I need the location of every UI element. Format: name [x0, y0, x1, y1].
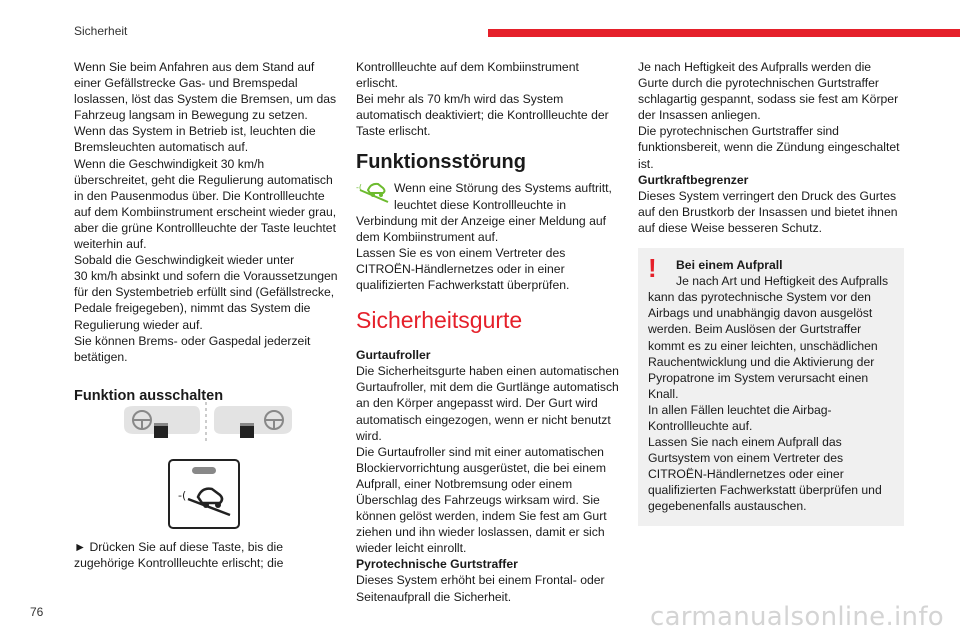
- text-line: Sobald die Geschwindigkeit wieder unter: [74, 253, 295, 268]
- text-line: qualifizierten Fachwerkstatt überprüfen.: [356, 278, 570, 293]
- text-line: Überschlag des Fahrzeugs wirksam wird. Sie: [356, 492, 600, 507]
- text-line: Je nach Heftigkeit des Aufpralls werden die: [638, 60, 872, 74]
- col3-paragraph-2: [638, 188, 904, 236]
- instruction-line: zugehörige Kontrollleuchte erlischt; die: [74, 556, 284, 571]
- instruction-line: ► Drücken Sie auf diese Taste, bis die: [74, 540, 283, 554]
- text-line: Regulierung wieder auf.: [74, 317, 203, 332]
- text-line: ziehen und ihn wieder loslassen, damit er sich: [356, 525, 605, 540]
- text-line: in den Pausenmodus über. Die Kontrollleuchte: [74, 188, 325, 203]
- text-line: Die Gurtaufroller sind mit einer automatischen: [356, 444, 604, 459]
- text-line: Pyropatrone im System verursacht einen: [648, 370, 869, 385]
- subheading-force-limiter: Gurtkraftbegrenzer: [638, 172, 749, 187]
- subheading-pretensioner: Pyrotechnische Gurtstraffer: [356, 557, 518, 572]
- header-accent-bar: [488, 29, 960, 37]
- text-line: Wenn das System in Betrieb ist, leuchten die: [74, 124, 316, 139]
- text-line: auf dem Kombiinstrument erscheint wieder grau,: [74, 204, 337, 219]
- text-line: Aufprall, einer Notbremsung oder einem: [356, 476, 573, 491]
- section-heading-fault: Funktionsstörung: [356, 151, 526, 174]
- hill-descent-warning-icon: [356, 180, 392, 206]
- text-line: der Insassen anliegen.: [638, 108, 761, 123]
- text-line: Die pyrotechnischen Gurtstraffer sind: [638, 124, 839, 139]
- col2-paragraph: [356, 59, 624, 139]
- column-2: [356, 59, 624, 605]
- text-line: Pedale freigegeben), nimmt das System die: [74, 301, 311, 316]
- text-line: Taste erlischt.: [356, 124, 431, 139]
- text-line: auf den Brustkorb der Insassen und bietet ihnen: [638, 204, 898, 219]
- page-number: 76: [30, 605, 44, 619]
- text-line: Seitenaufprall die Sicherheit.: [356, 589, 512, 604]
- text-line: Rauchentwicklung und die Aktivierung der: [648, 354, 875, 369]
- text-line: Knall.: [648, 386, 679, 401]
- section-heading-deactivate: Funktion ausschalten: [74, 387, 224, 404]
- text-line: Bremsleuchten automatisch auf.: [74, 140, 249, 155]
- text-line: Airbags und unabhängig davon ausgelöst: [648, 306, 873, 321]
- text-line: Lassen Sie nach einem Aufprall das: [648, 435, 842, 450]
- text-line: Dieses System verringert den Druck des Gurtes: [638, 188, 897, 203]
- text-line: schlagartig gespannt, sodass sie fest am Körper: [638, 92, 899, 107]
- text-line: Kontrollleuchte auf.: [648, 418, 753, 433]
- text-line: gegebenenfalls austauschen.: [648, 499, 807, 514]
- hill-descent-button-icon: [168, 459, 240, 529]
- warning-exclamation-icon: !: [648, 253, 657, 284]
- text-line: Verbindung mit der Anzeige einer Meldung auf: [356, 213, 607, 228]
- text-line: weiterhin auf.: [74, 237, 147, 252]
- text-line: Bei mehr als 70 km/h wird das System: [356, 92, 564, 107]
- column-3: [638, 59, 904, 526]
- col3-paragraph: [638, 59, 904, 172]
- text-line: leuchtet diese Kontrollleuchte in: [394, 197, 567, 212]
- text-line: für den Systembetrieb erfüllt sind (Gefällstrecke,: [74, 285, 335, 300]
- fault-paragraph: [356, 180, 624, 293]
- seatbelt-paragraph: [356, 363, 624, 556]
- text-line: automatisch deaktiviert; die Kontrollleuchte der: [356, 108, 609, 123]
- text-line: CITROËN-Händlernetzes oder in einer: [356, 261, 565, 276]
- text-line: erlischt.: [356, 76, 398, 91]
- text-line: In allen Fällen leuchtet die Airbag-: [648, 402, 832, 417]
- col1-instruction: [74, 539, 342, 571]
- text-line: kann das pyrotechnische System vor den: [648, 290, 871, 305]
- text-line: einer Gefällstrecke Gas- und Bremspedal: [74, 76, 298, 91]
- text-line: 30 km/h absinkt und sofern die Voraussetzungen: [74, 269, 338, 284]
- text-line: auf diese Weise besseren Schutz.: [638, 220, 823, 235]
- cluster-indicators-icon: [120, 402, 296, 446]
- warning-body: [648, 289, 894, 514]
- text-line: Kontrollleuchte auf dem Kombiinstrument: [356, 60, 579, 74]
- text-line: Fahrzeug langsam in Bewegung zu setzen.: [74, 108, 308, 123]
- text-line: Gurtaufroller, mit dem die Gurtlänge automatisch: [356, 380, 619, 395]
- text-line: automatisch eingezogen, wenn er nicht benutzt: [356, 412, 611, 427]
- cluster-indicators-illustration: [120, 402, 296, 446]
- text-line: überschreitet, geht die Regulierung automatisch: [74, 172, 333, 187]
- text-line: wird.: [356, 428, 382, 443]
- text-line: an den Körper angepasst wird. Der Gurt wird: [356, 396, 598, 411]
- text-line: qualifizierten Fachwerkstatt überprüfen und: [648, 483, 882, 498]
- text-line: werden. Beim Auslösen der Gurtstraffer: [648, 322, 862, 337]
- column-1: [74, 59, 342, 405]
- text-line: funktionsbereit, wenn die Zündung eingeschaltet: [638, 140, 900, 155]
- svg-text:-(: -(: [356, 183, 363, 193]
- text-line: Lassen Sie es von einem Vertreter des: [356, 245, 566, 260]
- text-line: Die Sicherheitsgurte haben einen automatischen: [356, 364, 619, 379]
- text-line: CITROËN-Händlernetzes oder einer: [648, 467, 844, 482]
- text-line: dem Kombiinstrument auf.: [356, 229, 499, 244]
- text-line: Gurte durch die pyrotechnischen Gurtstraffer: [638, 76, 879, 91]
- warning-title: Bei einem Aufprall: [676, 258, 783, 273]
- hill-descent-button-illustration: [168, 459, 240, 529]
- text-line: Wenn eine Störung des Systems auftritt,: [394, 181, 612, 196]
- text-line: Je nach Art und Heftigkeit des Aufpralls: [676, 274, 889, 289]
- text-line: kommt es zu einer leichten, unschädlichen: [648, 338, 878, 353]
- text-line: aber die grüne Kontrollleuchte der Taste leuchtet: [74, 220, 336, 235]
- text-line: können gelöst werden, indem Sie fest am Gurt: [356, 509, 607, 524]
- text-line: wieder leicht einrollt.: [356, 541, 467, 556]
- text-line: Blockiervorrichtung ausgerüstet, die bei einem: [356, 460, 606, 475]
- watermark: carmanualsonline.info: [649, 602, 944, 632]
- subheading-retractor: Gurtaufroller: [356, 348, 431, 363]
- warning-header: [648, 253, 894, 289]
- warning-box: [638, 248, 904, 526]
- text-line: loslassen, löst das System die Bremsen, um das: [74, 92, 337, 107]
- text-line: Wenn Sie beim Anfahren aus dem Stand auf: [74, 60, 315, 74]
- text-line: Wenn die Geschwindigkeit 30 km/h: [74, 156, 265, 171]
- svg-text:-(: -(: [178, 489, 187, 502]
- text-line: ist.: [638, 156, 654, 171]
- text-line: Dieses System erhöht bei einem Frontal- oder: [356, 573, 605, 588]
- section-heading-seatbelts: Sicherheitsgurte: [356, 307, 523, 334]
- text-line: Sie können Brems- oder Gaspedal jederzeit: [74, 333, 311, 348]
- text-line: Gurtsystem von einem Vertreter des: [648, 451, 844, 466]
- col1-paragraph: [74, 59, 342, 365]
- text-line: betätigen.: [74, 349, 128, 364]
- header-title: Sicherheit: [74, 24, 128, 38]
